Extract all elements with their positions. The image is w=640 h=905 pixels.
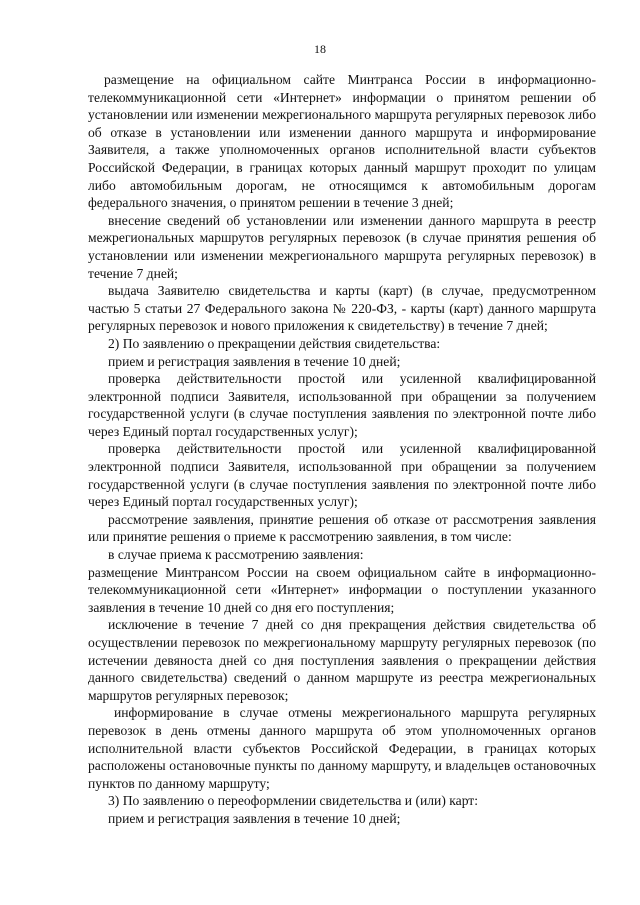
paragraph-reissue-reception: прием и регистрация заявления в течение 10 дней; xyxy=(108,810,401,826)
paragraph-registry-entry: внесение сведений об установлении или изменении данного маршрута в реестр межрегиональных маршрутов регулярных перевозок (в случае принятия решения об установлении или изменении межрегионального маршрута регулярных перевозок) в течение 7 дней; xyxy=(88,212,596,281)
paragraph-termination-heading: 2) По заявлению о прекращении действия свидетельства: xyxy=(108,335,441,351)
paragraph-reissue-heading: 3) По заявлению о переоформлении свидетельства и (или) карт: xyxy=(108,793,479,809)
paragraph-signature-check-2: проверка действительности простой или усиленной квалифицированной электронной подписи Заявителя, использованной при обращении за получением государственной услуги (в случае поступления заявления по электронной почте либо через Единый портал государственных услуг); xyxy=(88,441,596,510)
document-body xyxy=(88,71,596,828)
paragraph-mintrans-publication: размещение Минтрансом России на своем официальном сайте в информационно-телекоммуникационной сети «Интернет» информации о поступлении указанного заявления в течение 10 дней со дня его поступления; xyxy=(88,564,596,615)
page-number: 18 xyxy=(314,42,326,56)
paragraph-cancellation-notice: информирование в случае отмены межрегионального маршрута регулярных перевозок в день отмены данного маршрута об этом уполномоченных органов исполнительной власти субъектов Российской Федерации, в границах которых расположены остановочные пункты по данному маршруту, и владельцев остановочных пунктов по данному маршруту; xyxy=(88,705,596,791)
paragraph-signature-check-1: проверка действительности простой или усиленной квалифицированной электронной подписи Заявителя, использованной при обращении за получением государственной услуги (в случае поступления заявления по электронной почте либо через Единый портал государственных услуг); xyxy=(88,371,596,439)
paragraph-application-review: рассмотрение заявления, принятие решения об отказе от рассмотрения заявления или принятие решения о приеме к рассмотрению заявления, в том числе: xyxy=(88,511,596,545)
paragraph-reception-registration: прием и регистрация заявления в течение 10 дней; xyxy=(108,353,401,369)
paragraph-acceptance-case: в случае приема к рассмотрению заявления: xyxy=(108,547,364,563)
paragraph-website-publication: размещение на официальном сайте Минтранса России в информационно-телекоммуникационной сети «Интернет» информации о принятом решении об установлении или изменении межрегионального маршрута регулярных перевозок либо об отказе в установлении или изменении данного маршрута и информирование Заявителя, а также уполномоченных органов исполнительной власти субъектов Российской Федерации, в границах которых данный маршрут проходит по улицам либо автомобильным дорогам, не относящимся к автомобильным дорогам федерального значения, о принятом решении в течение 3 дней; xyxy=(88,72,596,211)
paragraph-route-exclusion: исключение в течение 7 дней со дня прекращения действия свидетельства об осуществлении перевозок по межрегиональному маршруту регулярных перевозок (по истечении девяноста дней со дня поступления заявления о прекращении действия данного свидетельства) сведений о данном маршруте из реестра межрегиональных маршрутов регулярных перевозок; xyxy=(88,617,596,703)
paragraph-certificate-issue: выдача Заявителю свидетельства и карты (карт) (в случае, предусмотренном частью 5 статьи 27 Федерального закона № 220-ФЗ, - карты (карт) данного маршрута регулярных перевозок и нового приложения к свидетельству) в течение 7 дней; xyxy=(88,283,596,334)
